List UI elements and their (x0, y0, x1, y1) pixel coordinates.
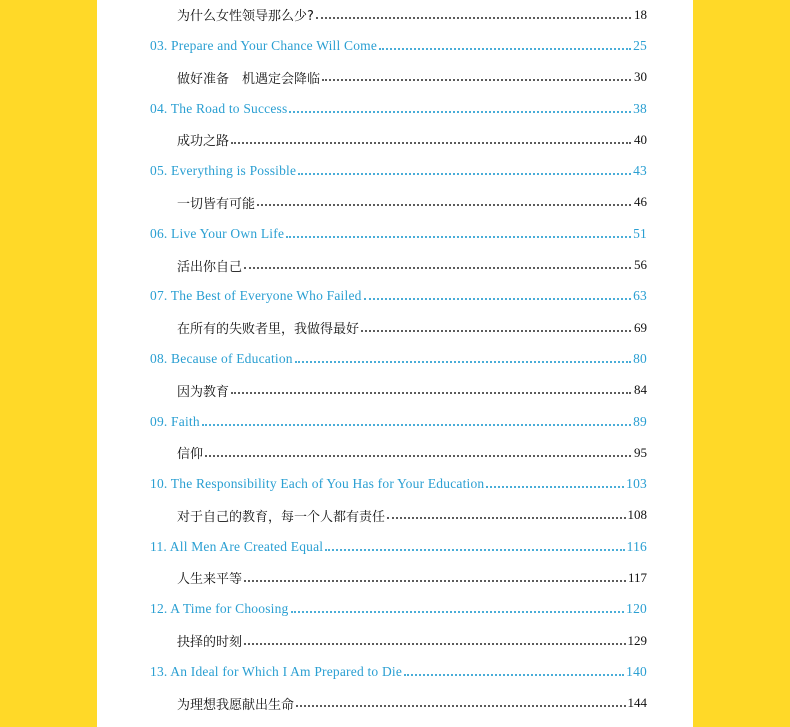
toc-entry-page: 80 (633, 350, 647, 366)
toc-entry-title: 08. Because of Education (150, 350, 293, 366)
toc-entry (150, 249, 647, 280)
toc-entry (150, 62, 647, 93)
toc-entry (150, 312, 647, 343)
dot-leader (361, 330, 631, 332)
toc-entry-page: 95 (634, 444, 647, 460)
dot-leader (364, 298, 631, 300)
toc-entry-page: 89 (633, 413, 647, 429)
toc-entry-page: 140 (626, 663, 647, 679)
dot-leader (298, 173, 631, 175)
dot-leader (295, 361, 631, 363)
toc-entry (150, 124, 647, 155)
toc-entry-title: 人生来平等 (177, 572, 243, 588)
toc-entry-page: 43 (633, 163, 647, 179)
toc-entry-page: 108 (627, 507, 647, 523)
toc-entry-page: 84 (634, 382, 647, 398)
toc-entry (150, 375, 647, 406)
toc-entry (150, 437, 647, 468)
toc-entry (150, 468, 647, 499)
toc-entry (150, 155, 647, 186)
toc-entry (150, 0, 647, 30)
dot-leader (205, 455, 631, 457)
toc-entry (150, 688, 647, 719)
toc-entry-title: 04. The Road to Success (150, 100, 288, 116)
toc-entry-page: 144 (627, 695, 647, 711)
toc-entry (150, 656, 647, 687)
toc-entry-title: 07. The Best of Everyone Who Failed (150, 288, 362, 304)
toc-entry-title: 09. Faith (150, 413, 200, 429)
toc-entry-title: 10. The Responsibility Each of You Has for Your Education (150, 476, 485, 492)
toc-entry-page: 69 (634, 319, 647, 335)
toc-entry-title: 信仰 (177, 447, 204, 463)
toc-entry-title: 对于自己的教育，每一个人都有责任 (177, 509, 386, 525)
toc-entry (150, 343, 647, 374)
toc-entry-page: 129 (627, 632, 647, 648)
toc-entry (150, 625, 647, 656)
toc-entry-title: 06. Live Your Own Life (150, 225, 285, 241)
toc-entry-title: 为理想我愿献出生命 (177, 697, 295, 713)
dot-leader (257, 204, 631, 206)
toc-entry-page: 116 (626, 538, 647, 554)
dot-leader (296, 705, 625, 707)
dot-leader (231, 392, 631, 394)
toc-entry (150, 594, 647, 625)
toc-entry (150, 281, 647, 312)
dot-leader (202, 424, 631, 426)
toc-entry-page: 38 (633, 100, 647, 116)
dot-leader (286, 236, 631, 238)
toc-entry-page: 117 (627, 569, 647, 585)
toc-entry-page: 18 (634, 6, 647, 22)
toc-entry-title: 活出你自己 (177, 259, 243, 275)
dot-leader (387, 517, 625, 519)
toc-entry-title: 在所有的失败者里，我做得最好 (177, 322, 360, 338)
toc-entry-page: 46 (634, 194, 647, 210)
toc-entry-title: 一切皆有可能 (177, 196, 256, 212)
dot-leader (244, 267, 631, 269)
toc-entry-title: 12. A Time for Choosing (150, 601, 289, 617)
toc-entry-page: 120 (626, 601, 647, 617)
toc-entry-page: 51 (633, 225, 647, 241)
dot-leader (322, 79, 631, 81)
toc-entry-page: 56 (634, 257, 647, 273)
toc-entry-title: 13. An Ideal for Which I Am Prepared to Die (150, 663, 403, 679)
table-of-contents (150, 0, 647, 719)
toc-entry-page: 30 (634, 69, 647, 85)
dot-leader (379, 48, 631, 50)
dot-leader (244, 580, 626, 582)
dot-leader (289, 111, 631, 113)
toc-entry-title: 成功之路 (177, 134, 230, 150)
toc-entry-title: 因为教育 (177, 384, 230, 400)
dot-leader (404, 674, 624, 676)
book-page (97, 0, 693, 727)
dot-leader (291, 611, 625, 613)
toc-entry (150, 93, 647, 124)
dot-leader (325, 549, 624, 551)
toc-entry (150, 218, 647, 249)
toc-entry-page: 103 (626, 476, 647, 492)
toc-entry-title: 做好准备 机遇定会降临 (177, 71, 321, 87)
toc-entry-page: 40 (634, 131, 647, 147)
toc-entry (150, 30, 647, 61)
toc-entry (150, 531, 647, 562)
toc-entry-title: 抉择的时刻 (177, 635, 243, 651)
dot-leader (231, 142, 631, 144)
toc-entry-page: 25 (633, 37, 647, 53)
dot-leader (244, 643, 625, 645)
toc-entry-title: 为什么女性领导那么少? (177, 9, 314, 25)
toc-entry (150, 187, 647, 218)
toc-entry-title: 05. Everything is Possible (150, 163, 297, 179)
toc-entry (150, 406, 647, 437)
toc-entry-title: 03. Prepare and Your Chance Will Come (150, 37, 378, 53)
toc-entry (150, 500, 647, 531)
toc-entry-title: 11. All Men Are Created Equal (150, 538, 324, 554)
dot-leader (316, 17, 631, 19)
dot-leader (486, 486, 624, 488)
toc-entry (150, 562, 647, 593)
toc-entry-page: 63 (633, 288, 647, 304)
